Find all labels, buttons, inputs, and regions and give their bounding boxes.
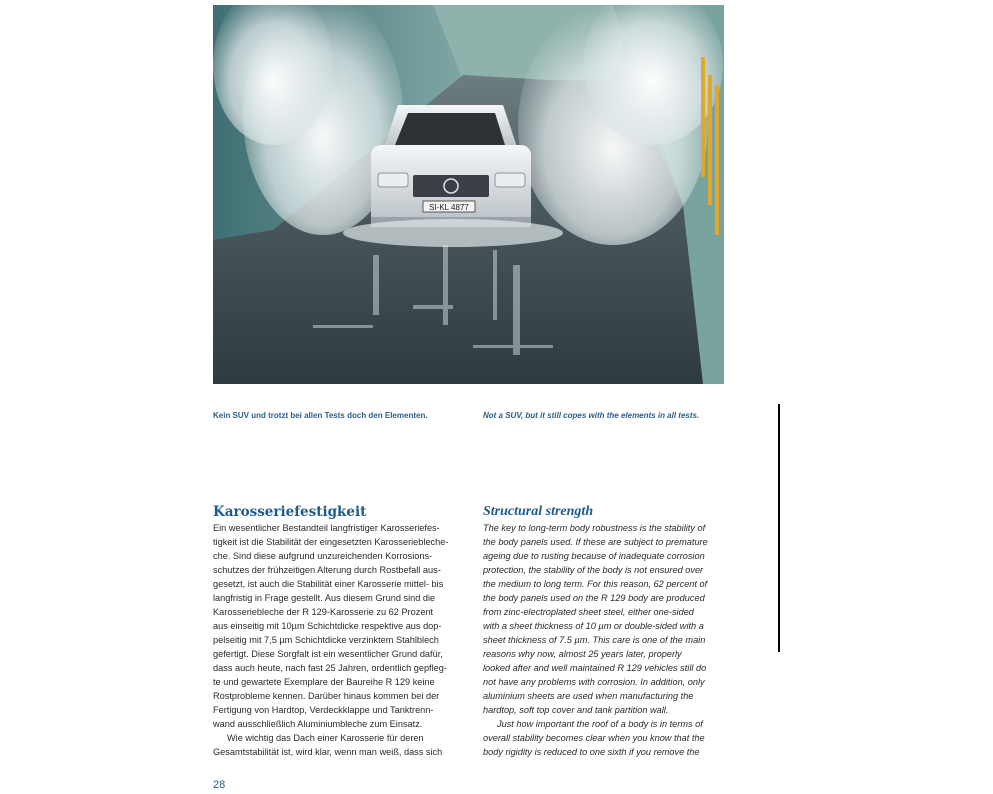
text-line: hardtop, soft top cover and tank partition wall. [483,705,669,715]
text-line: reasons why now, almost 25 years later, properly [483,649,682,659]
text-line: Wie wichtig das Dach einer Karosserie für deren [227,733,424,743]
text-line: pelseitig mit 7,5 µm Schichtdicke verzinktem Stahlblech [213,635,439,645]
text-line: Just how important the roof of a body is in terms of [497,719,703,729]
heading-english: Structural strength [483,504,594,519]
body-text-english [483,521,725,759]
text-line: tigkeit ist die Stabilität der eingesetzten Karosseriebleche- [213,537,449,547]
text-line: che. Sind diese aufgrund unzureichenden Korrosions- [213,551,433,561]
text-line: looked after and well maintained R 129 vehicles still do [483,663,707,673]
text-line: Gesamtstabilität ist, wird klar, wenn man weiß, dass sich [213,747,443,757]
text-line: body rigidity is reduced to one sixth if you remove the [483,747,700,757]
text-line: sheet thickness of 7.5 µm. This care is one of the main [483,635,706,645]
text-line: the body panels used on the R 129 body are produced [483,593,705,603]
heading-german: Karosseriefestigkeit [213,504,367,520]
text-line: gefertigt. Diese Sorgfalt ist ein wesentlicher Grund dafür, [213,649,443,659]
text-line: aluminium sheets are used when manufacturing the [483,691,694,701]
car-water-test-illustration [213,5,724,384]
text-line: protection, the stability of the body is not ensured over [483,565,704,575]
photo-caption-english: Not a SUV, but it still copes with the elements in all tests. [483,411,700,420]
text-line: Karosseriebleche der R 129-Karosserie zu 62 Prozent [213,607,434,617]
license-plate: SI-KL 4877 [429,203,469,212]
text-line: not have any problems with corrosion. In addition, only [483,677,705,687]
text-line: from zinc-electroplated sheet steel, either one-sided [483,607,694,617]
text-line: Ein wesentlicher Bestandteil langfristiger Karosseriefes- [213,523,440,533]
car-water-test-photo [213,5,724,384]
text-line: wand ausschließlich Aluminiumbleche zum Einsatz. [213,719,423,729]
text-line: dass auch heute, nach fast 25 Jahren, ordentlich gepfleg- [213,663,447,673]
text-line: overall stability becomes clear when you know that the [483,733,705,743]
page-number: 28 [213,779,226,791]
text-line: the body panels used. If these are subject to premature [483,537,708,547]
text-line: ageing due to rusting because of inadequate corrosion [483,551,705,561]
text-line: aus einseitig mit 10µm Schichtdicke respektive aus dop- [213,621,442,631]
text-line: Rostprobleme kennen. Darüber hinaus kommen bei der [213,691,440,701]
text-line: langfristig in Frage gestellt. Aus diesem Grund sind die [213,593,436,603]
text-line: with a sheet thickness of 10 µm or double-sided with a [483,621,704,631]
car [371,105,531,227]
text-line: The key to long-term body robustness is the stability of [483,523,706,533]
body-text-german [213,521,455,759]
vertical-divider [778,404,780,652]
text-line: gesetzt, ist auch die Stabilität einer Karosserie mittel- bis [213,579,444,589]
text-line: Fertigung von Hardtop, Verdeckklappe und Tanktrenn- [213,705,434,715]
text-line: the medium to long term. For this reason, 62 percent of [483,579,708,589]
text-line: te und gewartete Exemplare der Baureihe R 129 keine [213,677,435,687]
photo-caption-german: Kein SUV und trotzt bei allen Tests doch den Elementen. [213,411,428,420]
text-line: schutzes der frühzeitigen Alterung durch Rostbefall aus- [213,565,441,575]
